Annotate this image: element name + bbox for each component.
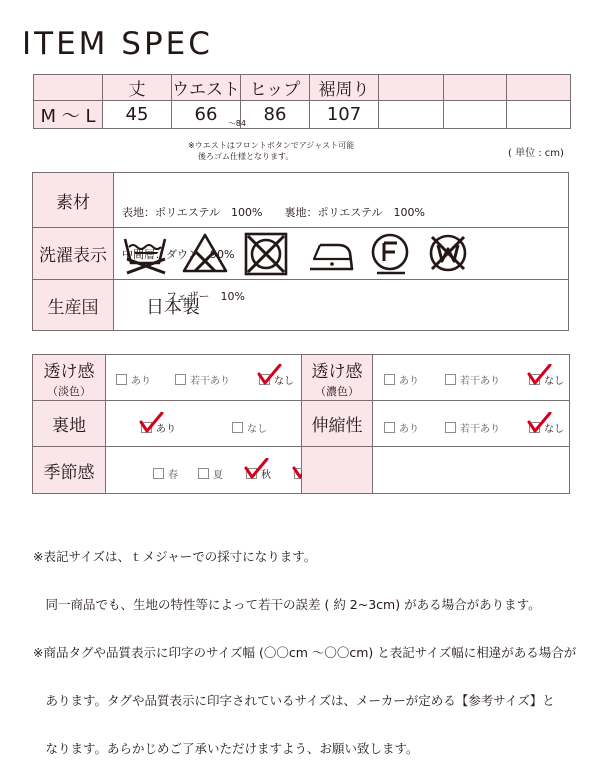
option-label: 若干あり [190, 376, 230, 387]
red-check-icon [243, 458, 269, 480]
material-line: 中間層：ダウン 90% [122, 248, 235, 261]
lining-options [106, 401, 302, 447]
footer-line: ※表記サイズは、ｔメジャーでの採寸になります。 [33, 549, 317, 564]
footer-line: 同一商品でも、生地の特性等によって若干の誤差 ( 約 2~3cm) がある場合があります。 [33, 597, 541, 612]
option-season-autumn[interactable] [246, 466, 271, 481]
sheer-dark-sub: （濃色） [315, 384, 359, 398]
option-label: あり [156, 424, 176, 435]
option-sheer-light-slight[interactable] [175, 372, 230, 387]
checkbox[interactable] [384, 374, 395, 385]
option-season-spring[interactable] [153, 466, 178, 481]
checkbox[interactable] [175, 374, 186, 385]
sheer-dark-title: 透け感 [311, 361, 363, 382]
sheer-light-label [33, 355, 106, 401]
checkbox[interactable] [116, 374, 127, 385]
option-sheer-dark-ari[interactable] [384, 372, 419, 387]
lining-title: 裏地 [52, 416, 86, 436]
size-row-label: M 〜 L [34, 101, 103, 129]
professional-dry-clean-icon [373, 235, 407, 273]
empty-label-cell [302, 447, 373, 493]
origin-row [33, 280, 568, 330]
size-header-cell [444, 75, 507, 101]
lining-label [33, 401, 106, 447]
option-lining-none[interactable] [232, 420, 267, 435]
option-label: なし [274, 376, 294, 387]
attribute-grid [32, 354, 570, 494]
size-value-cell [507, 101, 571, 129]
option-lining-ari[interactable] [141, 420, 176, 435]
unit-note: ( 単位 : cm) [508, 148, 564, 159]
size-header-hip: ヒップ [241, 75, 310, 101]
page-title: ITEM SPEC [22, 26, 213, 62]
option-label: なし [247, 424, 267, 435]
waist-note-line: 後ろゴム仕様となります。 [198, 152, 294, 161]
footer-line: ※商品タグや品質表示に印字のサイズ幅 (〇〇cm 〜〇〇cm) と表記サイズ幅に相違がある場合が [33, 645, 577, 660]
option-label: あり [399, 424, 419, 435]
size-value-cell [379, 101, 444, 129]
material-line: 表地：ポリエステル 100% 裏地：ポリエステル 100% [122, 206, 425, 219]
material-line: フェザー 10% [122, 290, 245, 303]
option-sheer-dark-none[interactable] [529, 372, 564, 387]
iron-low-icon [310, 245, 352, 269]
origin-label: 生産国 [33, 280, 114, 330]
size-value-cell [444, 101, 507, 129]
checkbox[interactable] [445, 374, 456, 385]
option-season-summer[interactable] [198, 466, 223, 481]
red-check-icon [526, 412, 552, 434]
option-stretch-ari[interactable] [384, 420, 419, 435]
size-header-cell [34, 75, 103, 101]
season-title: 季節感 [43, 462, 95, 483]
checkbox[interactable] [246, 468, 257, 479]
option-label: 若干あり [460, 376, 500, 387]
washing-label: 洗濯表示 [33, 228, 114, 279]
option-label: あり [399, 376, 419, 387]
footer-line: あります。タグや品質表示に印字されているサイズは、メーカーが定める【参考サイズ】と [33, 693, 555, 708]
checkbox[interactable] [232, 422, 243, 433]
size-value-length: 45 [103, 101, 172, 129]
footer-line: なります。あらかじめご了承いただけますよう、お願い致します。 [33, 741, 419, 756]
checkbox[interactable] [141, 422, 152, 433]
size-value-hem: 107 [310, 101, 379, 129]
washing-icons [121, 231, 481, 277]
checkbox[interactable] [384, 422, 395, 433]
size-header-cell [379, 75, 444, 101]
no-tumble-dry-icon [246, 234, 286, 274]
option-stretch-none[interactable] [529, 420, 564, 435]
checkbox[interactable] [445, 422, 456, 433]
stretch-label [302, 401, 373, 447]
waist-adjust-note [188, 140, 354, 162]
option-stretch-slight[interactable] [445, 420, 500, 435]
no-wet-clean-icon [431, 236, 465, 270]
red-check-icon [526, 364, 552, 386]
size-header-waist: ウエスト [172, 75, 241, 101]
checkbox[interactable] [529, 374, 540, 385]
red-check-icon [138, 412, 164, 434]
size-header-length: 丈 [103, 75, 172, 101]
stretch-title: 伸縮性 [311, 416, 363, 436]
option-label: 若干あり [460, 424, 500, 435]
sheer-light-title: 透け感 [43, 361, 95, 382]
origin-value: 日本製 [146, 297, 200, 318]
option-label: 春 [168, 470, 178, 481]
option-sheer-dark-slight[interactable] [445, 372, 500, 387]
material-box [32, 172, 569, 331]
sheer-dark-label [302, 355, 373, 401]
size-table-header-row [34, 75, 571, 101]
checkbox[interactable] [198, 468, 209, 479]
sheer-light-sub: （淡色） [47, 384, 91, 398]
hand-wash-icon [125, 239, 165, 273]
size-header-cell [507, 75, 571, 101]
option-label: あり [131, 376, 151, 387]
option-sheer-light-none[interactable] [259, 372, 294, 387]
material-label: 素材 [33, 173, 114, 227]
checkbox[interactable] [529, 422, 540, 433]
option-label: なし [544, 424, 564, 435]
no-bleach-icon [184, 235, 226, 271]
option-label: なし [544, 376, 564, 387]
waist-note-line: ※ウエストはフロントボタンでアジャスト可能 [188, 141, 355, 150]
checkbox[interactable] [259, 374, 270, 385]
size-value-hip: 86 [241, 101, 310, 129]
waist-value: 66 [194, 104, 218, 125]
size-header-hem: 裾周り [310, 75, 379, 101]
size-table-row [34, 101, 571, 129]
checkbox[interactable] [153, 468, 164, 479]
option-sheer-light-ari[interactable] [116, 372, 151, 387]
size-table [33, 74, 571, 129]
red-check-icon [256, 364, 282, 386]
option-label: 秋 [261, 470, 271, 481]
size-value-waist [172, 101, 246, 129]
option-label: 夏 [213, 470, 223, 481]
footer-notes [33, 517, 576, 773]
waist-range-note: 〜84 [227, 119, 246, 128]
season-label [33, 447, 106, 493]
washing-row [33, 228, 568, 280]
